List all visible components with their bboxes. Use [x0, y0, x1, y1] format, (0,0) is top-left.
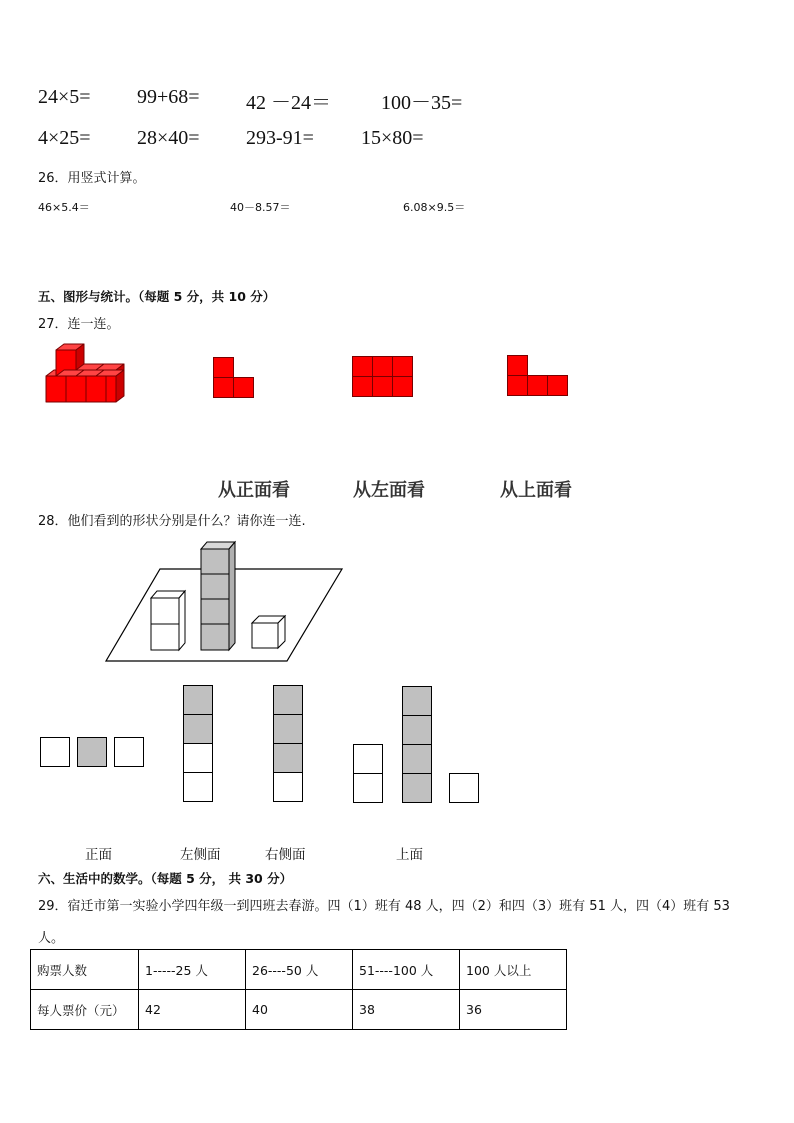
cube-scene — [100, 540, 350, 665]
red-cube-solid — [40, 340, 130, 410]
table-row — [31, 950, 567, 990]
table-cell: 42 — [139, 990, 246, 1030]
table-cell: 每人票价（元） — [31, 990, 139, 1030]
question-29-text-line1: 29．宿迁市第一实验小学四年级一到四班去春游。四（1）班有 48 人，四（2）和四（3）班有 51 人，四（4）班有 53 — [38, 899, 730, 914]
vertical-calc-1: 46×5.4＝ — [38, 201, 90, 214]
section-6-heading: 六、生活中的数学。（每题 5 分， 共 30 分） — [38, 871, 293, 886]
table-cell: 40 — [246, 990, 353, 1030]
table-row — [31, 990, 567, 1030]
oral-calc-7: 293-91= — [246, 127, 314, 149]
ticket-price-table — [30, 949, 567, 1030]
table-cell: 38 — [353, 990, 460, 1030]
view-shape-l-long — [507, 355, 569, 397]
oral-calc-4: 100－35= — [381, 92, 463, 114]
table-cell: 51----100 人 — [353, 950, 460, 990]
option-front-row — [40, 737, 146, 769]
option-left-column — [183, 685, 215, 805]
table-cell: 100 人以上 — [460, 950, 567, 990]
question-29-text-line2: 人。 — [38, 931, 65, 946]
section-5-heading: 五、图形与统计。（每题 5 分，共 10 分） — [38, 289, 276, 304]
question-26-title: 26．用竖式计算。 — [38, 171, 146, 186]
label-right-side: 右侧面 — [265, 847, 306, 863]
view-label-left: 从左面看 — [353, 480, 425, 501]
oral-calc-5: 4×25= — [38, 127, 91, 149]
oral-calc-8: 15×80= — [361, 127, 424, 149]
option-mixed-columns — [353, 686, 483, 806]
view-shape-grid — [352, 356, 414, 398]
view-label-top: 从上面看 — [500, 480, 572, 501]
table-cell: 26----50 人 — [246, 950, 353, 990]
question-28-title: 28．他们看到的形状分别是什么？请你连一连. — [38, 514, 306, 529]
table-cell: 36 — [460, 990, 567, 1030]
view-label-front: 从正面看 — [218, 480, 290, 501]
oral-calc-2: 99+68= — [137, 86, 200, 108]
oral-calc-6: 28×40= — [137, 127, 200, 149]
oral-calc-3: 42 －24＝ — [246, 92, 331, 114]
question-27-title: 27．连一连。 — [38, 317, 120, 332]
table-cell: 购票人数 — [31, 950, 139, 990]
vertical-calc-2: 40－8.57＝ — [230, 201, 291, 214]
table-cell: 1-----25 人 — [139, 950, 246, 990]
oral-calc-1: 24×5= — [38, 86, 91, 108]
label-front: 正面 — [85, 847, 112, 863]
option-right-column — [273, 685, 305, 805]
label-left-side: 左侧面 — [180, 847, 221, 863]
vertical-calc-3: 6.08×9.5＝ — [403, 201, 466, 214]
label-top: 上面 — [396, 847, 423, 863]
view-shape-l-small — [213, 357, 255, 399]
